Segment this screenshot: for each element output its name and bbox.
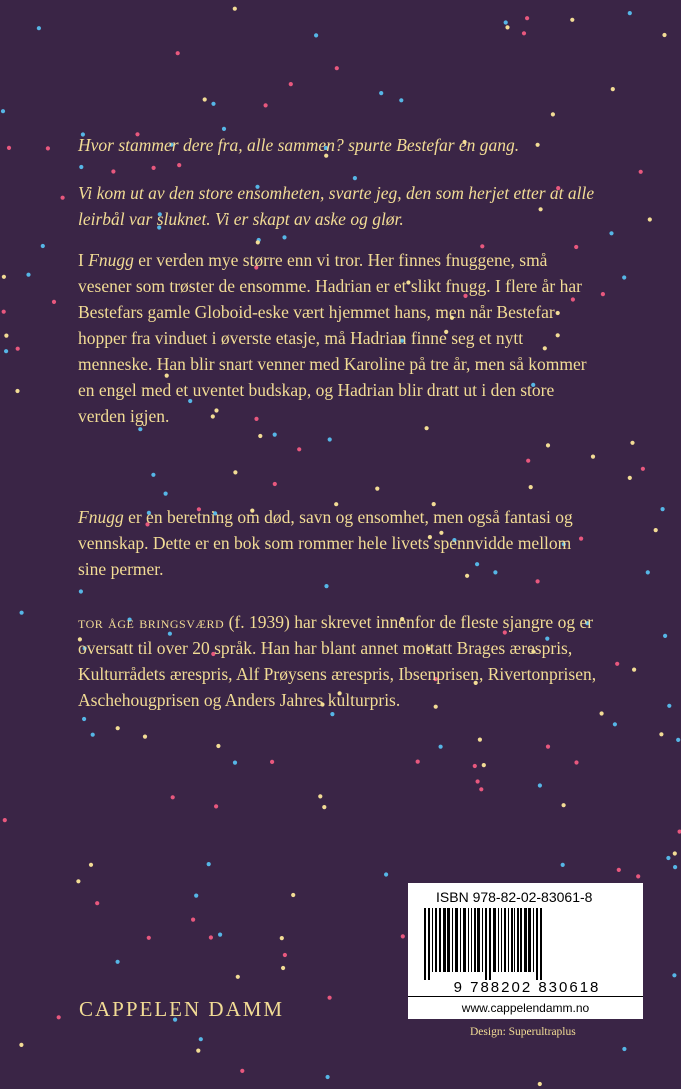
confetti-dot [375, 487, 379, 491]
barcode-bar [514, 908, 515, 972]
confetti-dot [628, 476, 632, 480]
confetti-dot [659, 732, 663, 736]
confetti-dot [601, 292, 605, 296]
confetti-dot [673, 865, 677, 869]
publisher-logo: CAPPELEN DAMM [79, 997, 285, 1021]
confetti-dot [401, 934, 405, 938]
confetti-dot [551, 112, 555, 116]
confetti-dot [283, 953, 287, 957]
confetti-dot [546, 745, 550, 749]
confetti-dot [233, 7, 237, 11]
confetti-dot [37, 26, 41, 30]
confetti-dot [562, 803, 566, 807]
confetti-dot [214, 804, 218, 808]
confetti-dot [2, 310, 6, 314]
isbn-label: ISBN 978-82-02-83061-8 [436, 889, 593, 905]
confetti-dot [196, 1049, 200, 1053]
confetti-dot [318, 794, 322, 798]
confetti-dot [143, 735, 147, 739]
barcode-bar [471, 908, 472, 972]
confetti-dot [19, 1043, 23, 1047]
confetti-dot [116, 960, 120, 964]
confetti-dot [646, 570, 650, 574]
confetti-dot [240, 1069, 244, 1073]
barcode-bar [493, 908, 496, 972]
confetti-dot [282, 235, 286, 239]
confetti-dot [326, 1075, 330, 1079]
confetti-dot [111, 169, 115, 173]
confetti-dot [76, 879, 80, 883]
confetti-dot [147, 936, 151, 940]
confetti-dot [328, 996, 332, 1000]
confetti-dot [561, 863, 565, 867]
confetti-dot [171, 795, 175, 799]
confetti-dot [538, 783, 542, 787]
author-bio [78, 609, 598, 713]
barcode-bar [536, 908, 538, 980]
design-credit: Design: Superultraplus [470, 1026, 576, 1038]
confetti-dot [233, 761, 237, 765]
confetti-dot [264, 103, 268, 107]
confetti-dot [191, 918, 195, 922]
confetti-dot [91, 733, 95, 737]
confetti-dot [222, 127, 226, 131]
confetti-dot [611, 87, 615, 91]
confetti-dot [209, 935, 213, 939]
blurb-text: er en beretning om død, savn og ensomhet, men også fantasi og vennskap. Dette er en bok som rommer hele livets spennvidde mellom sine permer. [78, 507, 573, 579]
confetti-dot [61, 196, 65, 200]
barcode-bar [455, 908, 458, 972]
author-bio-text: (f. 1939) har skrevet innenfor de fleste sjangre og er oversatt til over 20 språk. Han har blant annet mottatt Brages ærespris, Kulturrådets ærespris, Alf Prøysens ærespris, Ibsenprisen, Rivertonprisen, Aschehougprisen og Anders Jahres kulturpris. [78, 612, 597, 710]
confetti-dot [639, 170, 643, 174]
barcode-bar [447, 908, 450, 972]
confetti-dot [473, 764, 477, 768]
confetti-dot [617, 868, 621, 872]
confetti-dot [636, 874, 640, 878]
barcode-bar [524, 908, 527, 972]
barcode-bar [498, 908, 499, 972]
confetti-dot [522, 31, 526, 35]
barcode-bar [528, 908, 531, 972]
confetti-dot [46, 146, 50, 150]
confetti-dot [82, 717, 86, 721]
confetti-dot [482, 763, 486, 767]
barcode-bar [482, 908, 483, 972]
author-name: tor åge bringsværd [78, 612, 225, 632]
book-title: Fnugg [78, 507, 124, 527]
confetti-dot [291, 893, 295, 897]
confetti-dot [476, 779, 480, 783]
confetti-dot [570, 18, 574, 22]
confetti-dot [546, 443, 550, 447]
confetti-dot [151, 473, 155, 477]
confetti-dot [297, 447, 301, 451]
confetti-dot [152, 166, 156, 170]
confetti-dot [525, 16, 529, 20]
confetti-dot [504, 20, 508, 24]
barcode-bar [511, 908, 513, 972]
book-title: Fnugg [88, 250, 134, 270]
barcode-bar [432, 908, 433, 972]
confetti-dot [622, 275, 626, 279]
barcode-bar [468, 908, 469, 972]
confetti-dot [289, 82, 293, 86]
confetti-dot [2, 275, 6, 279]
confetti-dot [177, 163, 181, 167]
confetti-dot [176, 51, 180, 55]
quote-answer: Vi kom ut av den store ensomheten, svarte jeg, den som herjet etter at alle leirbål var sluknet. Vi er skapt av aske og glør. [78, 183, 595, 229]
confetti-dot [630, 441, 634, 445]
confetti-dot [280, 936, 284, 940]
confetti-dot [52, 300, 56, 304]
barcode-bar [428, 908, 430, 980]
confetti-dot [632, 668, 636, 672]
confetti-dot [4, 334, 8, 338]
confetti-dot [194, 894, 198, 898]
confetti-dot [328, 437, 332, 441]
barcode-bar [501, 908, 502, 972]
barcode-bar [508, 908, 509, 972]
confetti-dot [322, 805, 326, 809]
confetti-dot [258, 434, 262, 438]
confetti-dot [613, 722, 617, 726]
confetti-dot [89, 863, 93, 867]
confetti-dot [16, 347, 20, 351]
confetti-dot [676, 738, 680, 742]
confetti-dot [79, 165, 83, 169]
confetti-dot [273, 482, 277, 486]
confetti-dot [416, 760, 420, 764]
quote-question: Hvor stammer dere fra, alle sammen? spurte Bestefar en gang. [78, 135, 520, 155]
confetti-dot [672, 973, 676, 977]
barcode-bar [517, 908, 519, 972]
barcode-bar [435, 908, 437, 972]
blurb-paragraph-2 [78, 504, 598, 582]
blurb-text: er verden mye større enn vi tror. Her finnes fnuggene, små vesener som trøster de ensomme. Hadrian er et slikt fnugg. I flere år har Bestefars gamle Globoid-eske vært hjemmet hans, men når Bestefar hopper fra vinduet i øverste etasje, må Hadrian finne seg et nytt menneske. Han blir snart venner med Karoline på tre år, men så kommer en engel med et uventet budskap, og Hadrian blir dratt ut i den store verden igjen. [78, 250, 587, 426]
confetti-dot [20, 611, 24, 615]
confetti-dot [335, 66, 339, 70]
confetti-dot [678, 830, 681, 834]
barcode-bar [463, 908, 466, 972]
confetti-dot [663, 634, 667, 638]
confetti-dot [216, 744, 220, 748]
confetti-dot [79, 589, 83, 593]
confetti-dot [199, 1037, 203, 1041]
barcode-bar [452, 908, 453, 972]
confetti-dot [478, 738, 482, 742]
confetti-dot [615, 662, 619, 666]
confetti-dot [256, 240, 260, 244]
confetti-dot [15, 389, 19, 393]
confetti-dot [218, 933, 222, 937]
confetti-dot [673, 851, 677, 855]
confetti-dot [314, 33, 318, 37]
confetti-dot [324, 584, 328, 588]
confetti-dot [270, 760, 274, 764]
confetti-dot [1, 109, 5, 113]
confetti-dot [41, 244, 45, 248]
barcode-digits: 9 788202 830618 [453, 979, 601, 996]
confetti-dot [628, 11, 632, 15]
confetti-dot [164, 492, 168, 496]
confetti-dot [591, 455, 595, 459]
confetti-dot [26, 273, 30, 277]
confetti-dot [666, 856, 670, 860]
confetti-dot [439, 745, 443, 749]
barcode-bar [540, 908, 542, 980]
publisher-url: www.cappelendamm.no [408, 996, 643, 1019]
confetti-dot [236, 975, 240, 979]
confetti-dot [609, 231, 613, 235]
barcode-bar [439, 908, 441, 972]
confetti-dot [600, 711, 604, 715]
confetti-dot [211, 102, 215, 106]
barcode-bar [504, 908, 506, 972]
barcode-bar [443, 908, 446, 972]
confetti-dot [654, 528, 658, 532]
confetti-dot [4, 349, 8, 353]
confetti-dot [667, 704, 671, 708]
blurb-text: I [78, 250, 89, 270]
confetti-dot [379, 91, 383, 95]
confetti-dot [538, 1082, 542, 1086]
confetti-dot [648, 217, 652, 221]
confetti-dot [273, 433, 277, 437]
confetti-dot [116, 726, 120, 730]
confetti-dot [661, 507, 665, 511]
confetti-dot [207, 862, 211, 866]
confetti-dot [622, 1047, 626, 1051]
confetti-dot [479, 787, 483, 791]
confetti-dot [95, 901, 99, 905]
confetti-dot [641, 467, 645, 471]
barcode-bar [533, 908, 534, 972]
barcode-bar [485, 908, 487, 980]
confetti-dot [574, 760, 578, 764]
barcode-bar [489, 908, 491, 980]
confetti-dot [505, 25, 509, 29]
confetti-dot [281, 966, 285, 970]
confetti-dot [526, 459, 530, 463]
barcode-bar [460, 908, 461, 972]
confetti-dot [662, 33, 666, 37]
confetti-dot [3, 818, 7, 822]
confetti-dot [57, 1015, 61, 1019]
barcode-bar [424, 908, 426, 980]
barcode-bar [474, 908, 476, 972]
confetti-dot [203, 97, 207, 101]
confetti-dot [384, 872, 388, 876]
blurb-paragraph-1 [78, 247, 598, 429]
confetti-dot [7, 146, 11, 150]
barcode-image [422, 908, 632, 996]
barcode-bar [477, 908, 480, 972]
barcode-bar [520, 908, 522, 972]
confetti-dot [399, 98, 403, 102]
confetti-dot [233, 470, 237, 474]
confetti-dot [529, 485, 533, 489]
